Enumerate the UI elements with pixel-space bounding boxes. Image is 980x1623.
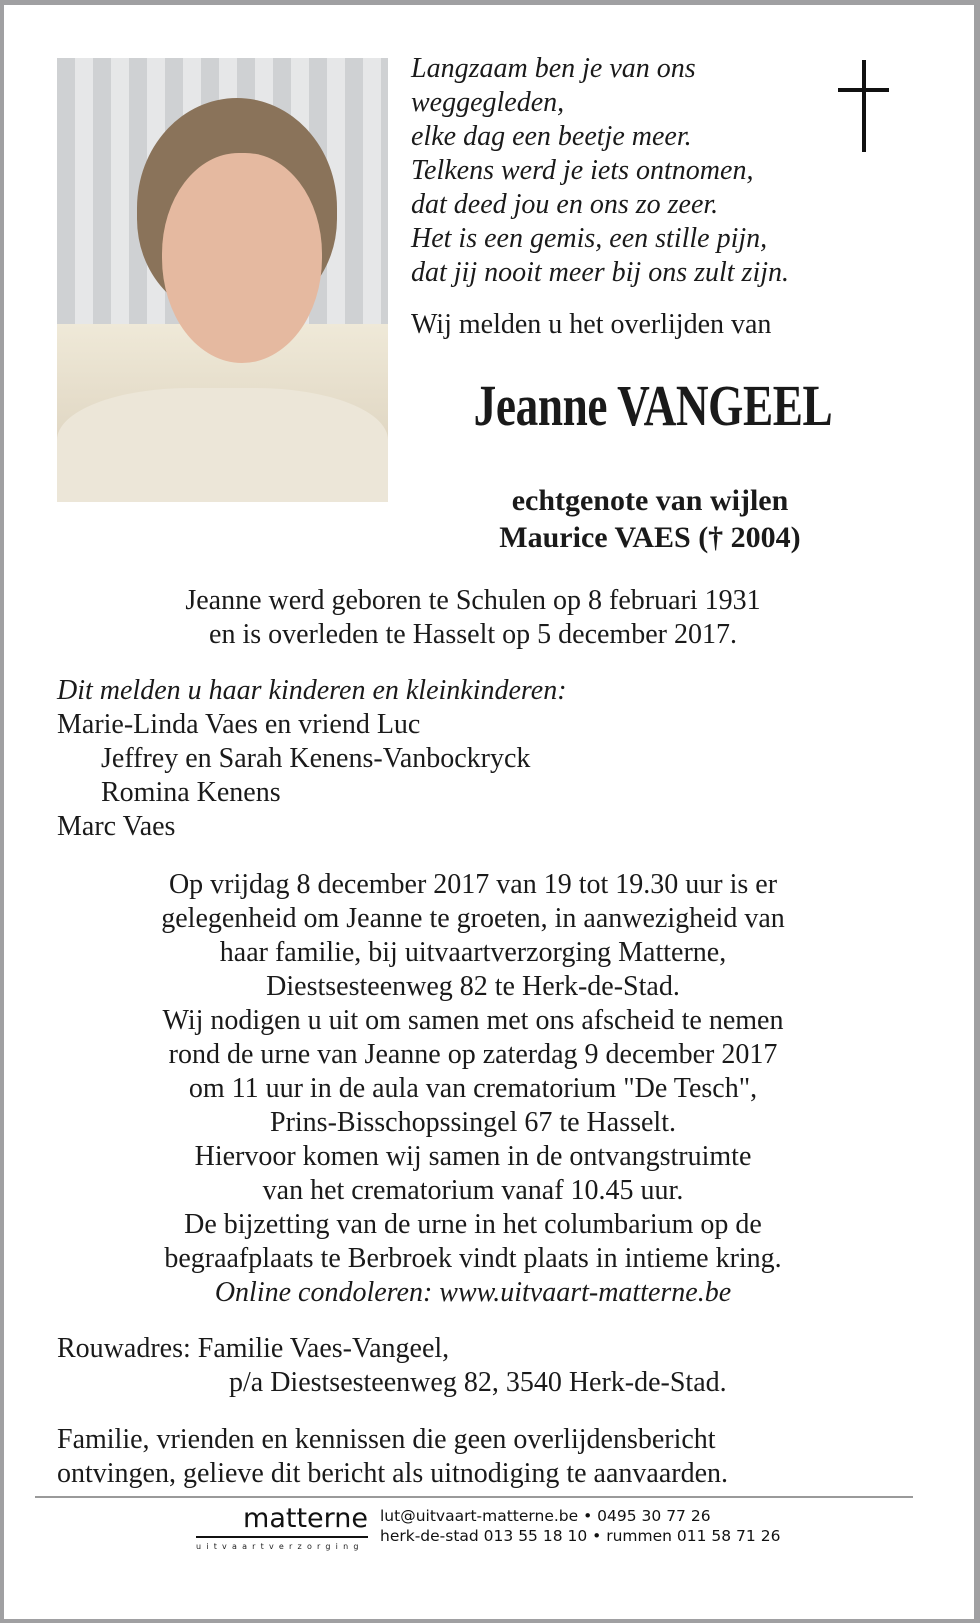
birth-death-info: [0, 584, 946, 652]
mourning-address: [57, 1332, 727, 1400]
details-line: rond de urne van Jeanne op zaterdag 9 december 2017: [168, 1039, 778, 1070]
footer-contact-line: herk-de-stad 013 55 18 10 • rummen 011 58 71 26: [380, 1527, 781, 1545]
details-line: begraafplaats te Berbroek vindt plaats in intieme kring.: [164, 1243, 782, 1274]
spouse-line: echtgenote van wijlen: [511, 484, 789, 517]
poem-line: weggegleden,: [411, 87, 565, 118]
details-line: Prins-Bisschopssingel 67 te Hasselt.: [270, 1107, 676, 1138]
spouse-line: Maurice VAES († 2004): [499, 521, 801, 554]
child-item: Marc Vaes: [57, 811, 176, 842]
closing-line: ontvingen, gelieve dit bericht als uitnodiging te aanvaarden.: [57, 1458, 729, 1489]
born-line: Jeanne werd geboren te Schulen op 8 februari 1931: [185, 585, 761, 616]
ceremony-details: [0, 868, 946, 1310]
cross-icon-bar: [838, 88, 889, 92]
closing-note: [57, 1423, 728, 1491]
details-line: Diestsesteenweg 82 te Herk-de-Stad.: [266, 971, 680, 1002]
poem-line: elke dag een beetje meer.: [411, 121, 692, 152]
logo-text: matterne: [243, 1503, 368, 1534]
details-line: De bijzetting van de urne in het columbarium op de: [184, 1209, 762, 1240]
children-list: [57, 674, 567, 844]
cross-icon: [862, 60, 866, 152]
grandchild-item: Romina Kenens: [101, 777, 281, 808]
deceased-name: Jeanne VANGEEL: [473, 373, 833, 438]
poem: [411, 52, 789, 290]
portrait-photo: [57, 58, 388, 502]
children-heading: Dit melden u haar kinderen en kleinkinderen:: [57, 675, 567, 706]
poem-line: dat jij nooit meer bij ons zult zijn.: [411, 257, 790, 288]
footer-divider: [35, 1496, 913, 1498]
footer-contact: [380, 1506, 780, 1546]
closing-line: Familie, vrienden en kennissen die geen overlijdensbericht: [57, 1424, 716, 1455]
born-line: en is overleden te Hasselt op 5 december 2017.: [209, 619, 737, 650]
footer-contact-line: lut@uitvaart-matterne.be • 0495 30 77 26: [380, 1507, 711, 1525]
address-line: p/a Diestsesteenweg 82, 3540 Herk-de-Stad.: [229, 1367, 727, 1398]
child-item: Marie-Linda Vaes en vriend Luc: [57, 709, 421, 740]
spouse-info: [430, 482, 870, 556]
poem-line: Telkens werd je iets ontnomen,: [411, 155, 754, 186]
grandchild-item: Jeffrey en Sarah Kenens-Vanbockryck: [101, 743, 531, 774]
poem-line: Het is een gemis, een stille pijn,: [411, 223, 768, 254]
online-condolence-link[interactable]: Online condoleren: www.uitvaart-matterne.be: [214, 1277, 732, 1308]
poem-line: Langzaam ben je van ons: [411, 53, 696, 84]
poem-line: dat deed jou en ons zo zeer.: [411, 189, 719, 220]
details-line: van het crematorium vanaf 10.45 uur.: [262, 1175, 684, 1206]
details-line: Hiervoor komen wij samen in de ontvangstruimte: [194, 1141, 752, 1172]
matterne-logo: [196, 1504, 368, 1551]
details-line: Op vrijdag 8 december 2017 van 19 tot 19.30 uur is er: [168, 869, 778, 900]
details-line: Wij nodigen u uit om samen met ons afscheid te nemen: [162, 1005, 784, 1036]
address-line: Rouwadres: Familie Vaes-Vangeel,: [57, 1333, 450, 1364]
name-wrap: [400, 372, 906, 439]
details-line: haar familie, bij uitvaartverzorging Matterne,: [219, 937, 727, 968]
details-line: gelegenheid om Jeanne te groeten, in aanwezigheid van: [161, 903, 785, 934]
details-line: om 11 uur in de aula van crematorium "De Tesch",: [188, 1073, 758, 1104]
logo-subtitle: uitvaartverzorging: [196, 1542, 364, 1551]
intro-text: Wij melden u het overlijden van: [411, 309, 772, 340]
